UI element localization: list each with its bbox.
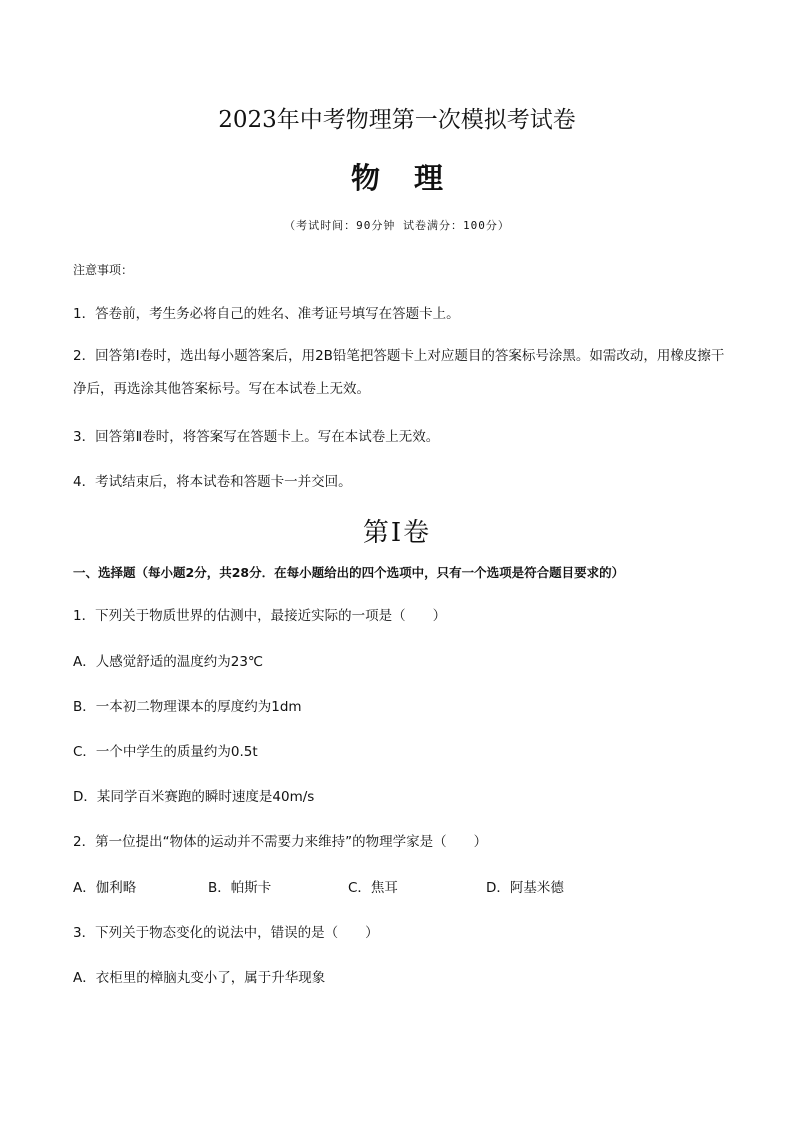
question-option: D．阿基米德 <box>486 880 564 896</box>
notice-heading: 注意事项： <box>73 263 134 277</box>
choice-section-heading: 一、选择题（每小题2分，共28分．在每小题给出的四个选项中，只有一个选项是符合题目要求的） <box>73 565 625 580</box>
question-option: A．伽利略 <box>73 880 137 896</box>
question-option: D．某同学百米赛跑的瞬时速度是40m/s <box>73 789 315 805</box>
question-option: B．一本初二物理课本的厚度约为1dm <box>73 699 302 715</box>
question-option: B．帕斯卡 <box>208 880 272 896</box>
question-option: C．一个中学生的质量约为0.5t <box>73 744 258 760</box>
question-option: A．人感觉舒适的温度约为23℃ <box>73 654 264 670</box>
notice-item: 2．回答第Ⅰ卷时，选出每小题答案后，用2B铅笔把答题卡上对应题目的答案标号涂黑。如需改动，用橡皮擦干净后，再选涂其他答案标号。写在本试卷上无效。 <box>73 348 725 397</box>
exam-info: （考试时间：90分钟 试卷满分：100分） <box>284 219 510 232</box>
question-option: C．焦耳 <box>348 880 398 896</box>
notice-item: 3．回答第Ⅱ卷时，将答案写在答题卡上。写在本试卷上无效。 <box>73 429 440 445</box>
notice-item: 4．考试结束后，将本试卷和答题卡一并交回。 <box>73 474 352 490</box>
exam-title: 2023年中考物理第一次模拟考试卷 <box>218 107 576 133</box>
question-stem: 1．下列关于物质世界的估测中，最接近实际的一项是（ ） <box>73 608 447 624</box>
notice-item: 1．答卷前，考生务必将自己的姓名、准考证号填写在答题卡上。 <box>73 306 460 322</box>
question-stem: 3．下列关于物态变化的说法中，错误的是（ ） <box>73 925 379 941</box>
question-stem: 2．第一位提出“物体的运动并不需要力来维持”的物理学家是（ ） <box>73 834 488 850</box>
section-title: 第Ⅰ卷 <box>362 518 432 548</box>
subject-title: 物 理 <box>350 161 456 195</box>
question-option: A．衣柜里的樟脑丸变小了，属于升华现象 <box>73 970 326 986</box>
